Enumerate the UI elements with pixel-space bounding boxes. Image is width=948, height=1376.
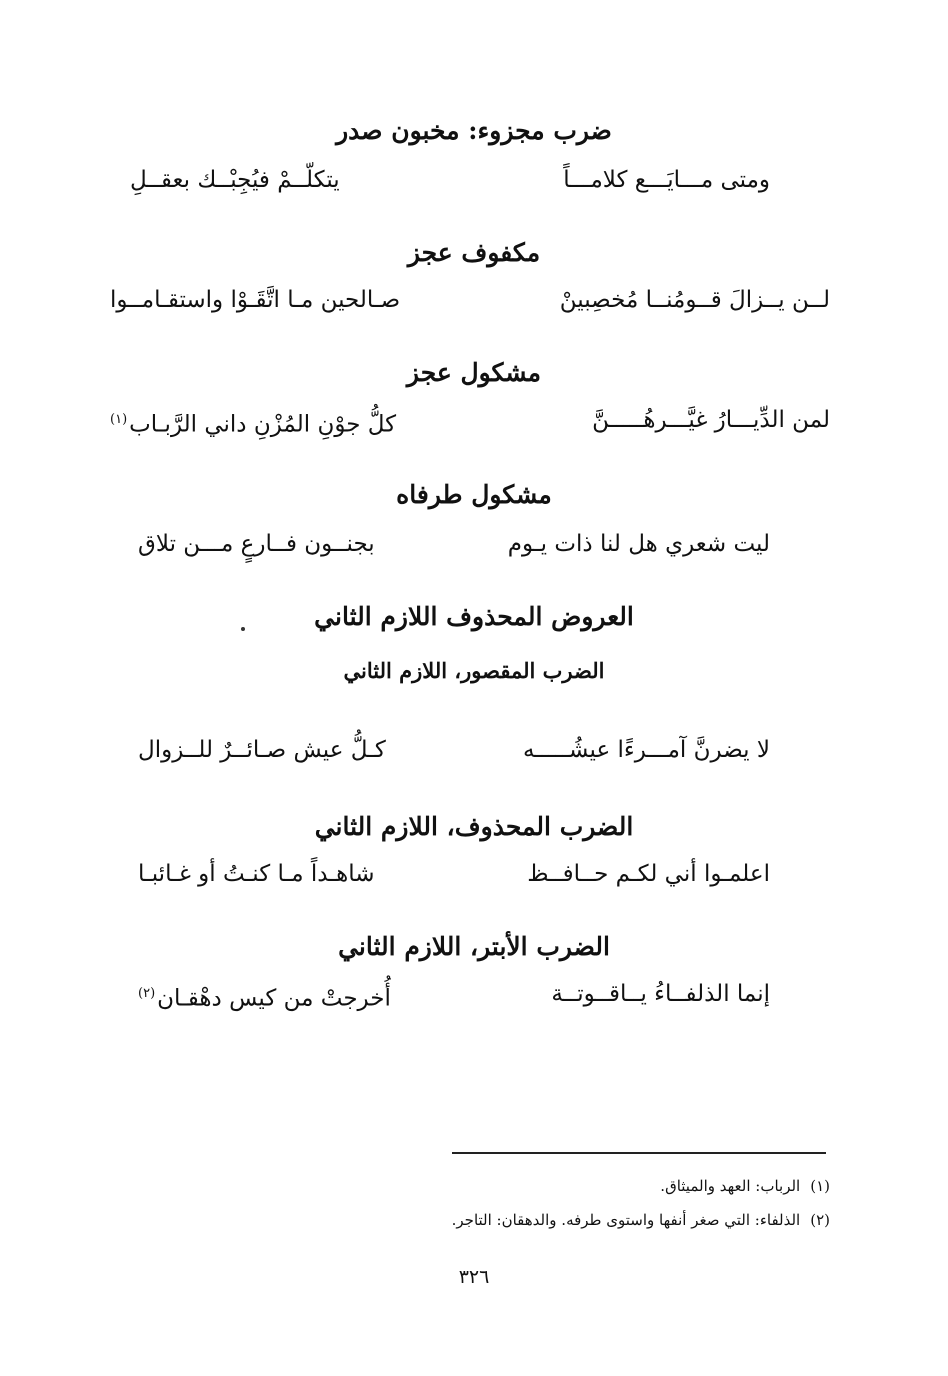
verse-line [100, 728, 830, 772]
footnote-reference: (١) [110, 412, 128, 427]
verse-line [100, 522, 830, 566]
verse-second-hemistich: شاهـداً مـا كنـتُ أو غـائبـا [138, 861, 375, 887]
verse-second-hemistich: كـلُّ عيش صـائــرٌ للــزوال [138, 737, 386, 763]
verse-first-hemistich: إنما الذلفــاءُ يــاقــوتــة [551, 981, 770, 1007]
footnote [452, 1208, 830, 1232]
verse-line [100, 398, 830, 442]
verse-first-hemistich: لمن الدِّيـــارُ غيَّـــرهُـــــنَّ [592, 407, 830, 433]
footnote-text: الذلفاء: التي صغر أنفها واستوى طرفه. والدهقان: التاجر. [451, 1211, 801, 1229]
verse-line [100, 158, 830, 202]
section-heading: مشكول عجز [406, 358, 542, 387]
verse-first-hemistich: لا يضرنَّ آمـــرءًا عيشُـــــه [522, 737, 770, 763]
verse-second-hemistich: يتكلّــمْ فيُجِبْــك بعقــلِ [130, 167, 340, 193]
verse-second-hemistich: بجنــون فــارعٍ مـــن تلاق [138, 531, 375, 557]
footnote-number: (٢) [810, 1211, 830, 1229]
verse-line [100, 972, 830, 1016]
verse-text: أُخرجتْ من كيس دهْقـان [157, 985, 391, 1012]
footnote-reference: (٢) [138, 986, 156, 1001]
footnote [660, 1174, 830, 1198]
verse-second-hemistich [138, 972, 391, 1021]
section-subheading: الضرب المقصور، اللازم الثاني [343, 658, 605, 683]
section-heading: الضرب المحذوف، اللازم الثاني [314, 812, 634, 841]
verse-first-hemistich: اعلمـوا أني لكـم حــافــظ [527, 861, 770, 887]
ink-speck [241, 627, 245, 631]
footnote-text: الرباب: العهد والميثاق. [660, 1177, 801, 1195]
verse-first-hemistich: ومتى مـــايَـــع كلامـــاً [563, 167, 770, 193]
section-heading: العروض المحذوف اللازم الثاني [314, 602, 634, 631]
section-heading: الضرب الأبتر، اللازم الثاني [338, 932, 610, 961]
section-heading: ضرب مجزوء: مخبون صدر [336, 116, 612, 145]
verse-second-hemistich: صـالحين مـا اتَّقَـوْا واستقـامــوا [110, 287, 401, 313]
footnote-separator [452, 1152, 826, 1154]
verse-first-hemistich: لــن يــزالَ قــومُنــا مُخصِبينْ [559, 287, 830, 313]
footnote-number: (١) [810, 1177, 830, 1195]
verse-first-hemistich: ليت شعري هل لنا ذات يـوم [507, 531, 770, 557]
section-heading: مشكول طرفاه [396, 480, 552, 509]
verse-line [100, 852, 830, 896]
verse-text: كلُّ جوْنِ المُزْنِ داني الرَّبـاب [129, 411, 397, 438]
verse-second-hemistich [110, 398, 396, 447]
verse-line [100, 278, 830, 322]
section-heading: مكفوف عجز [407, 238, 541, 267]
page-number: ٣٢٦ [458, 1266, 490, 1288]
